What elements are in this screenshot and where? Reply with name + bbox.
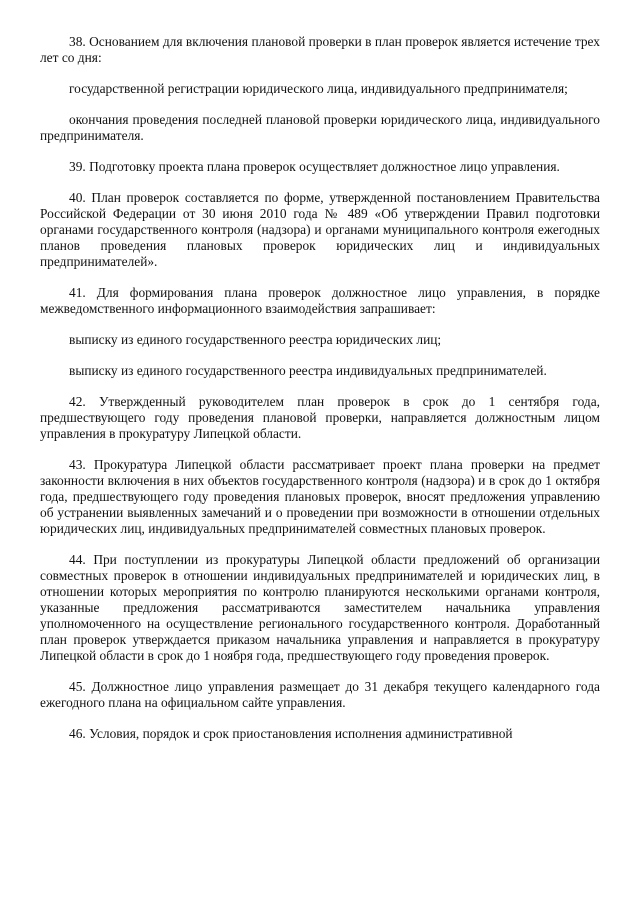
paragraph-42: 42. Утвержденный руководителем план проверок в срок до 1 сентября года, предшествующего году проведения плановой проверки, направляется должностным лицом управления в прокуратуру Липецкой области. <box>40 394 600 441</box>
paragraph-40: 40. План проверок составляется по форме, утвержденной постановлением Правительства Российской Федерации от 30 июня 2010 года № 489 «Об утверждении Правил подготовки органами государственного контроля (надзора) и органами муниципального контроля ежегодных планов проведения плановых проверок юридических лиц и индивидуальных предпринимателей». <box>40 190 600 269</box>
paragraph-46: 46. Условия, порядок и срок приостановления исполнения административной <box>69 726 513 741</box>
paragraph-41-item-1: выписку из единого государственного реестра юридических лиц; <box>69 332 442 347</box>
paragraph-38-item-2: окончания проведения последней плановой проверки юридического лица, индивидуального предпринимателя. <box>40 112 600 143</box>
paragraph-39: 39. Подготовку проекта плана проверок осуществляет должностное лицо управления. <box>69 159 560 174</box>
paragraph-44: 44. При поступлении из прокуратуры Липецкой области предложений об организации совместных проверок в отношении индивидуальных предпринимателей и юридических лиц, в отношении которых мероприятия по контролю планируются несколькими органами контроля, указанные предложения рассматриваются заместителем начальника управления уполномоченного на осуществление регионального государственного контроля. Доработанный план проверок утверждается приказом начальника управления и направляется в прокуратуру Липецкой области в срок до 1 ноября года, предшествующего году проведения проверок. <box>40 552 600 663</box>
document-body <box>40 34 600 742</box>
paragraph-45: 45. Должностное лицо управления размещает до 31 декабря текущего календарного года ежегодного плана на официальном сайте управления. <box>40 679 600 710</box>
paragraph-38-item-1: государственной регистрации юридического лица, индивидуального предпринимателя; <box>69 81 568 96</box>
paragraph-41-item-2: выписку из единого государственного реестра индивидуальных предпринимателей. <box>69 363 547 378</box>
paragraph-38: 38. Основанием для включения плановой проверки в план проверок является истечение трех лет со дня: <box>40 34 600 65</box>
paragraph-43: 43. Прокуратура Липецкой области рассматривает проект плана проверки на предмет законности включения в них объектов государственного контроля (надзора) и в срок до 1 октября года, предшествующего году проведения плановых проверок, вносят предложения управлению об устранении выявленных замечаний и о проведении при возможности в отношении отдельных юридических лиц, индивидуальных предпринимателей совместных плановых проверок. <box>40 457 600 536</box>
paragraph-41: 41. Для формирования плана проверок должностное лицо управления, в порядке межведомственного информационного взаимодействия запрашивает: <box>40 285 600 316</box>
